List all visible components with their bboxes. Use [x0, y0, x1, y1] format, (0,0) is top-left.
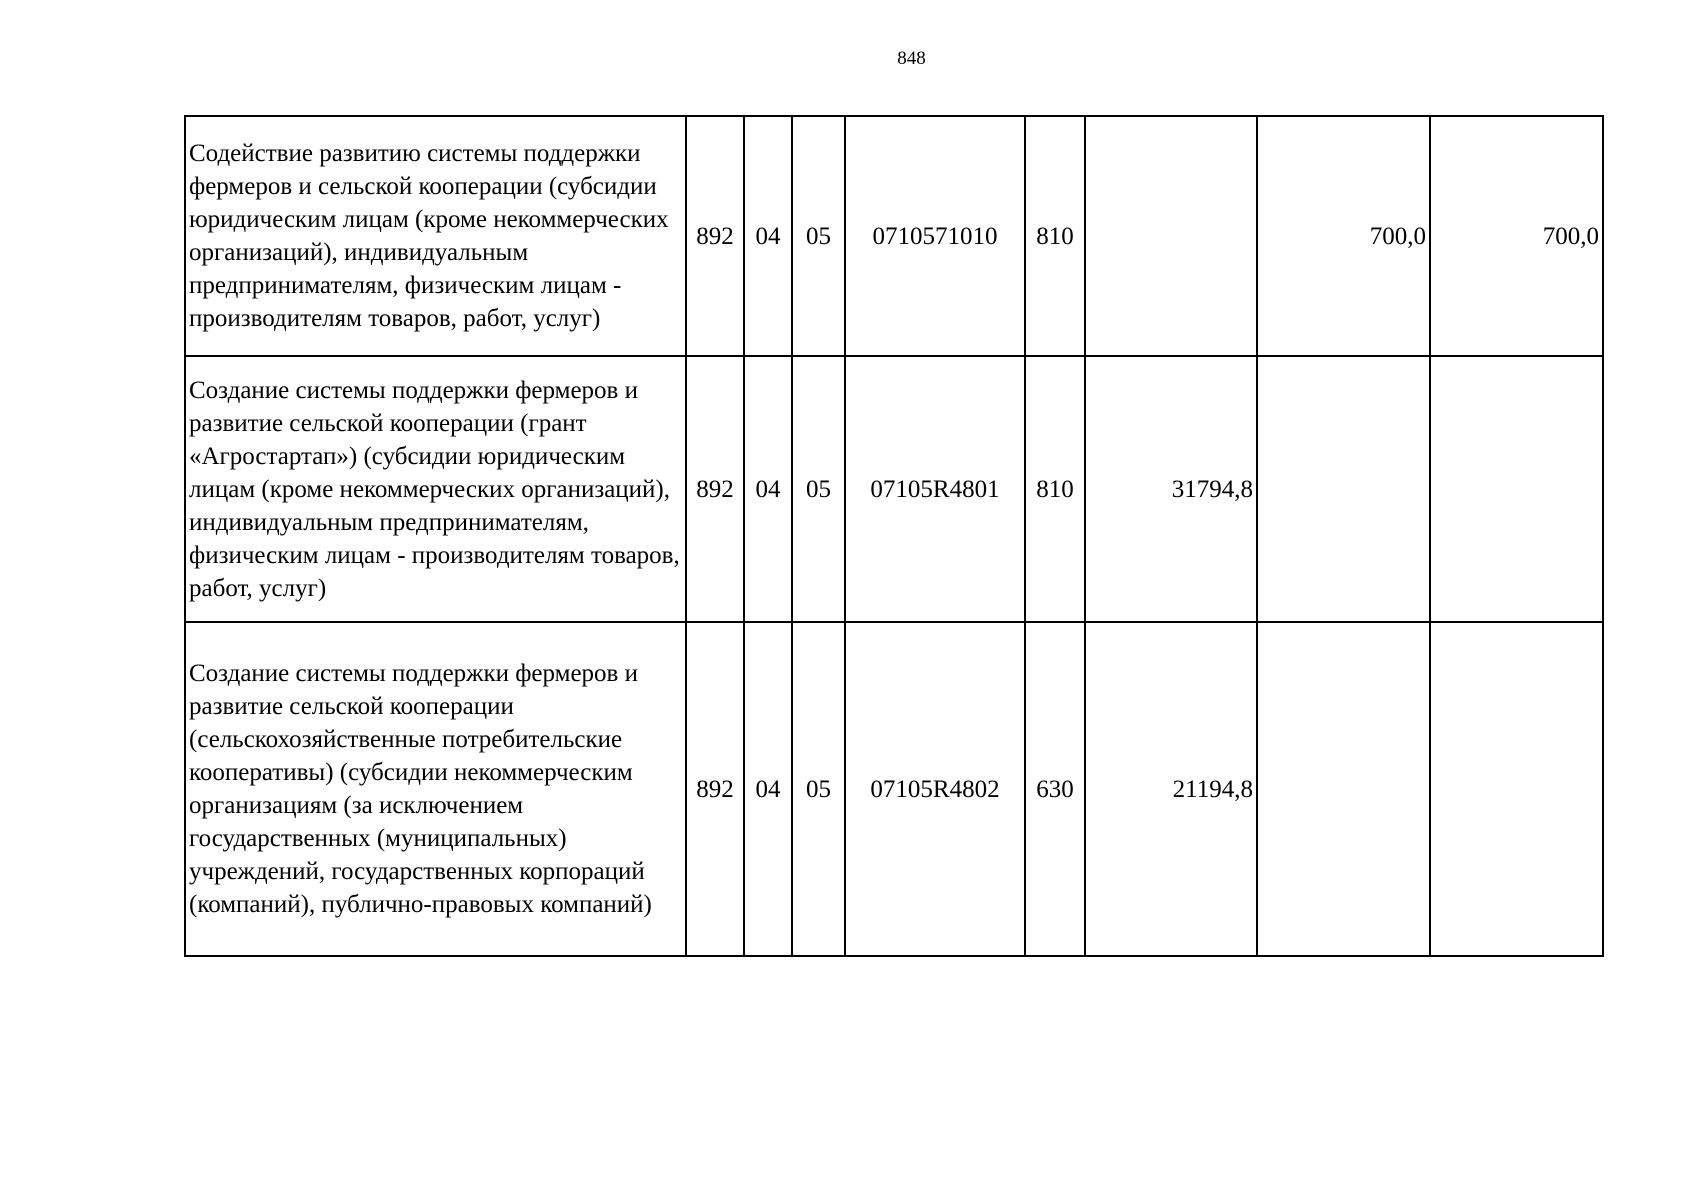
- section-code: 04: [744, 116, 792, 356]
- amount-year-1: 31794,8: [1085, 356, 1257, 622]
- amount-year-3: [1430, 356, 1603, 622]
- section-code: 04: [744, 622, 792, 956]
- budget-table: [184, 115, 1604, 957]
- subsection-code: 05: [792, 356, 845, 622]
- table-row: [185, 356, 1603, 622]
- subsection-code: 05: [792, 116, 845, 356]
- row-description: Создание системы поддержки фермеров и развитие сельской кооперации (сельскохозяйственные потребительские кооперативы) (субсидии некоммерческим организациям (за исключением государственных (муниципальных) учреждений, государственных корпораций (компаний), публично-правовых компаний): [185, 622, 686, 956]
- ministry-code: 892: [686, 622, 744, 956]
- expense-type-code: 810: [1025, 116, 1085, 356]
- amount-year-2: [1257, 622, 1430, 956]
- table-row: [185, 622, 1603, 956]
- amount-year-1: 21194,8: [1085, 622, 1257, 956]
- ministry-code: 892: [686, 116, 744, 356]
- amount-year-3: 700,0: [1430, 116, 1603, 356]
- row-description: Создание системы поддержки фермеров и развитие сельской кооперации (грант «Агростартап») (субсидии юридическим лицам (кроме некоммерческих организаций), индивидуальным предпринимателям, физическим лицам - производителям товаров, работ, услуг): [185, 356, 686, 622]
- expense-type-code: 810: [1025, 356, 1085, 622]
- subsection-code: 05: [792, 622, 845, 956]
- page-number: 848: [897, 48, 926, 69]
- section-code: 04: [744, 356, 792, 622]
- target-article-code: 07105R4802: [845, 622, 1025, 956]
- amount-year-3: [1430, 622, 1603, 956]
- amount-year-1: [1085, 116, 1257, 356]
- target-article-code: 0710571010: [845, 116, 1025, 356]
- amount-year-2: 700,0: [1257, 116, 1430, 356]
- ministry-code: 892: [686, 356, 744, 622]
- target-article-code: 07105R4801: [845, 356, 1025, 622]
- expense-type-code: 630: [1025, 622, 1085, 956]
- amount-year-2: [1257, 356, 1430, 622]
- table-row: [185, 116, 1603, 356]
- row-description: Содействие развитию системы поддержки фермеров и сельской кооперации (субсидии юридическим лицам (кроме некоммерческих организаций), индивидуальным предпринимателям, физическим лицам - производителям товаров, работ, услуг): [185, 116, 686, 356]
